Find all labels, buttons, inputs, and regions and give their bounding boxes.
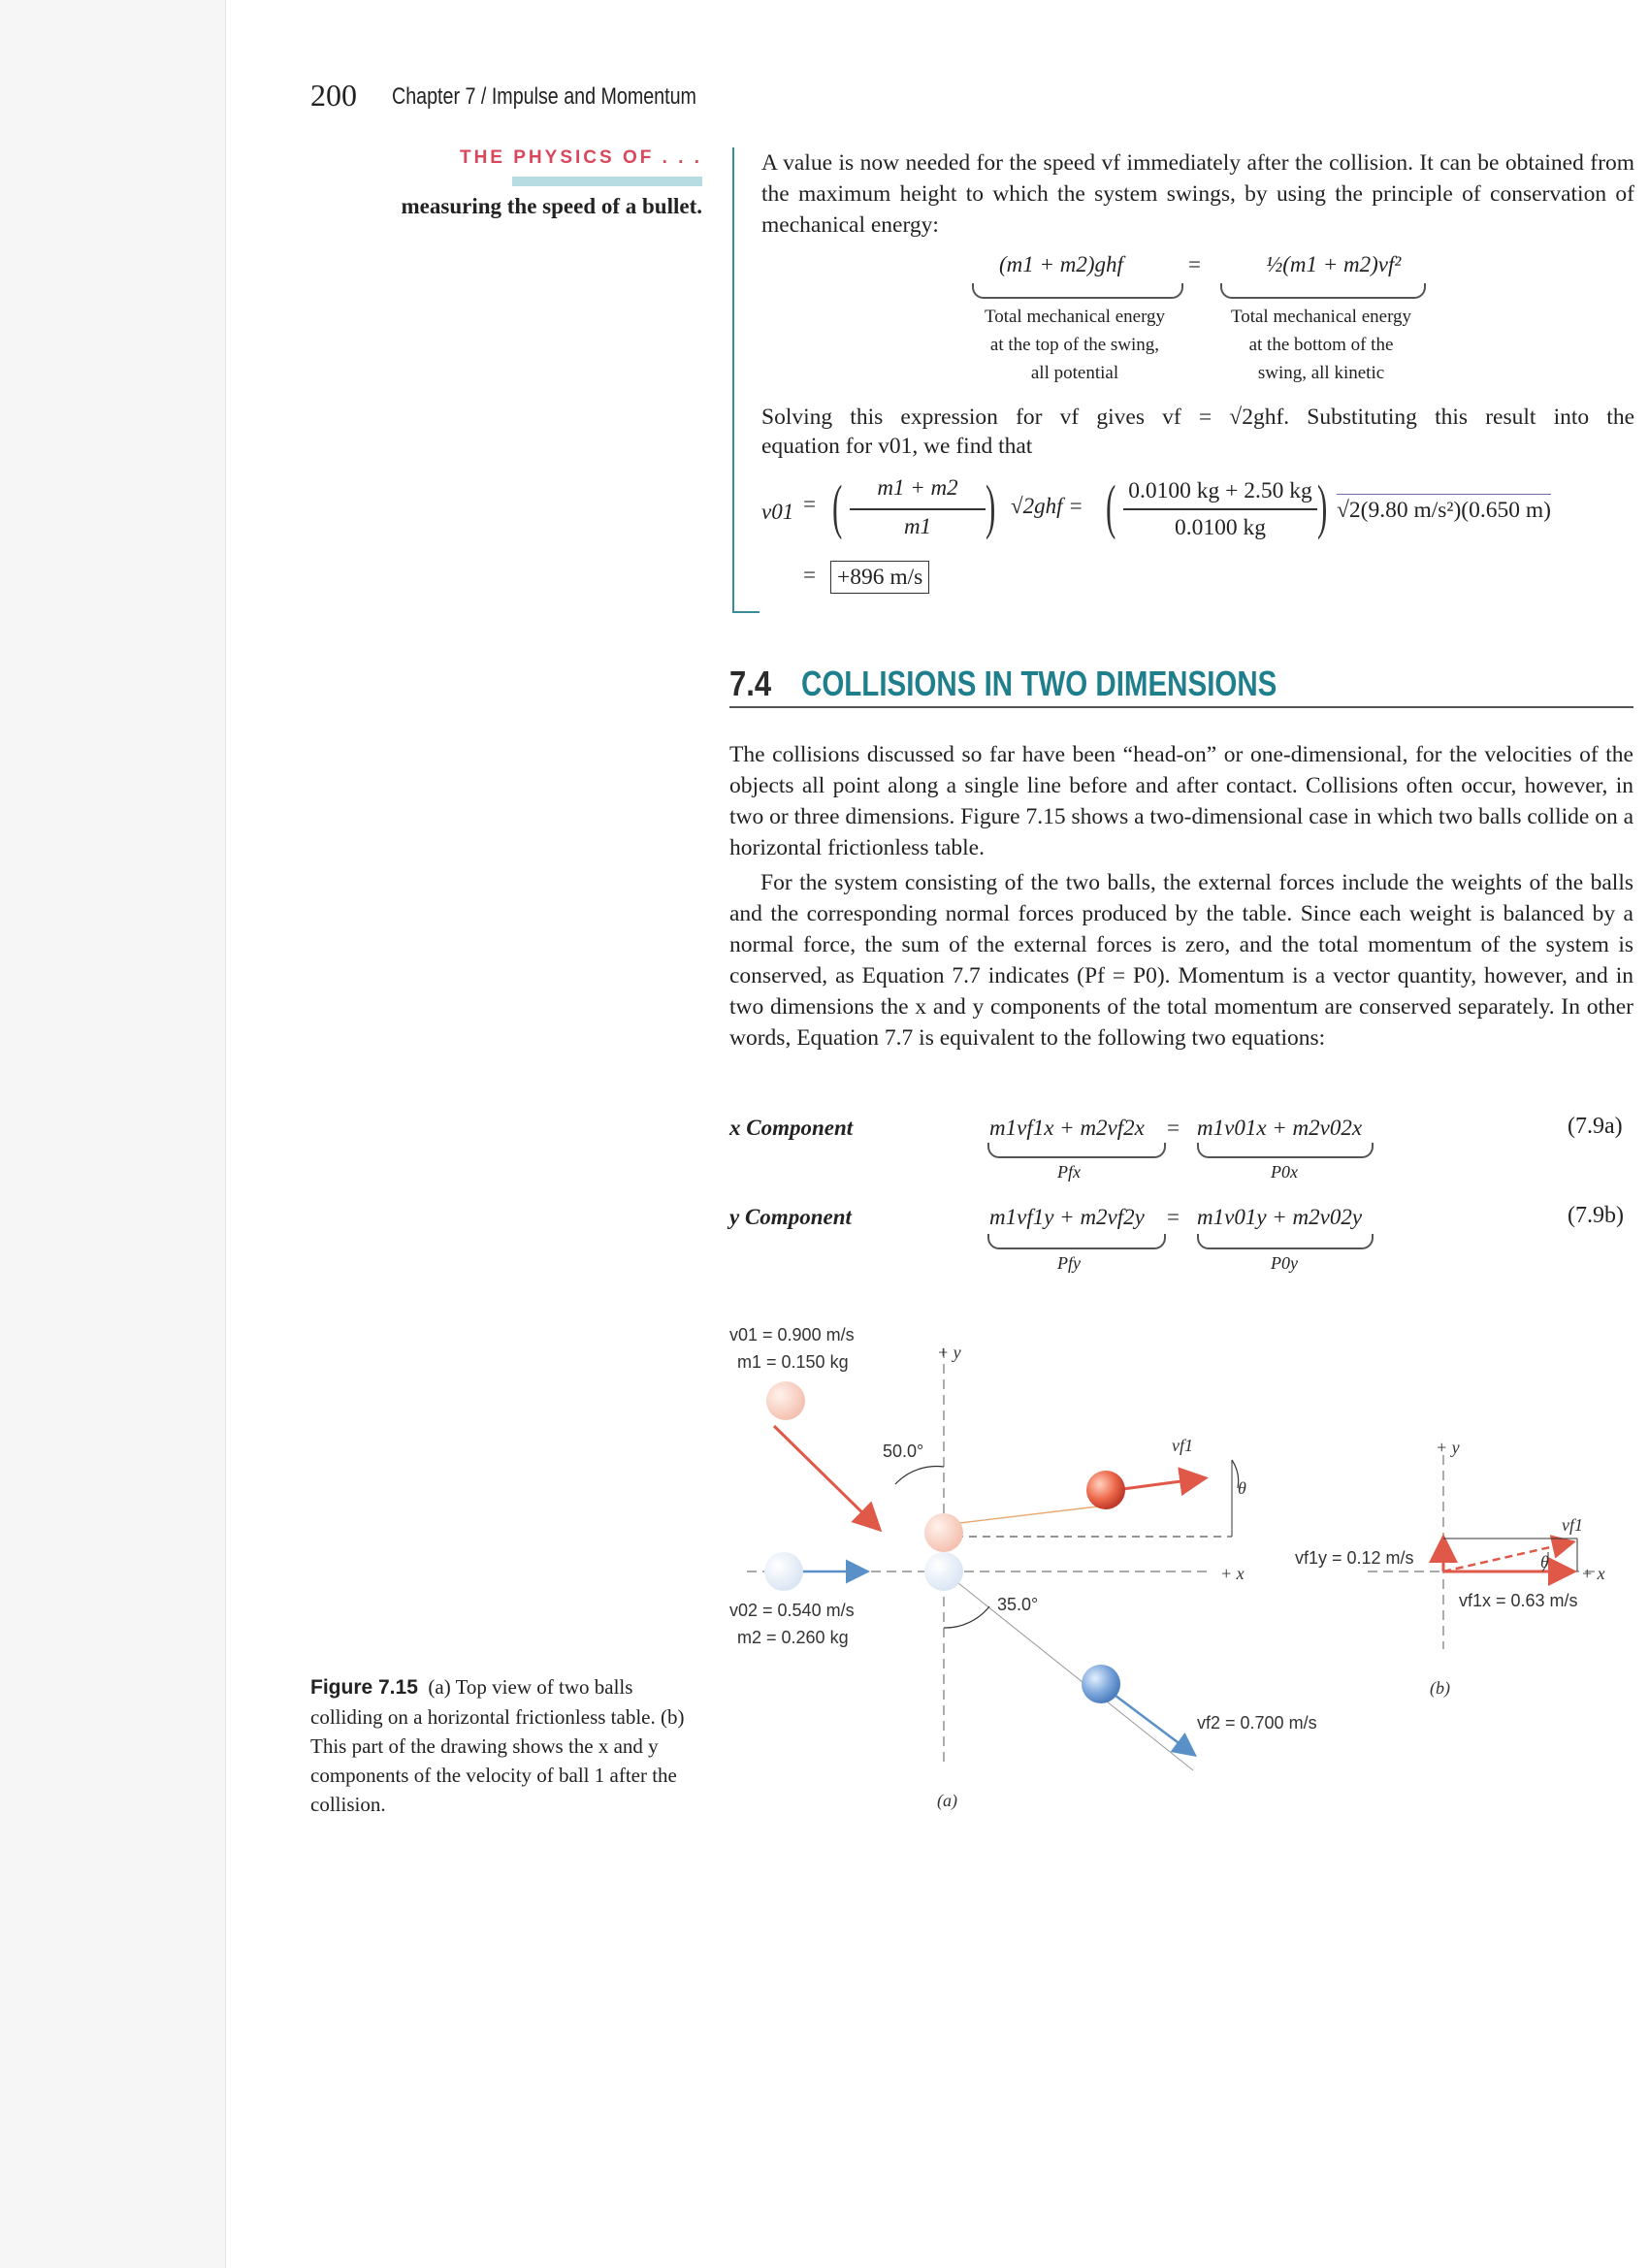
vf1x-label: vf1x = 0.63 m/s: [1459, 1591, 1578, 1610]
plus-x-label-a: + x: [1220, 1564, 1245, 1583]
v02-label: v02 = 0.540 m/s: [729, 1601, 855, 1620]
note-left-2: at the top of the swing,: [989, 335, 1160, 355]
answer-equals: =: [803, 563, 816, 587]
y-eq-equals: =: [1167, 1205, 1180, 1229]
x-eq-right: m1v01x + m2v02x: [1197, 1116, 1363, 1140]
plus-y-label-a: + y: [937, 1343, 961, 1362]
vf1-label-b: vf1: [1562, 1515, 1583, 1535]
note-right-2: at the bottom of the: [1248, 335, 1394, 355]
note-bottom-of-swing: [1209, 303, 1434, 387]
vf1-label: vf1: [1172, 1436, 1193, 1455]
sqrt-2ghf: √2ghf =: [1011, 494, 1083, 518]
energy-left: (m1 + m2)ghf: [999, 252, 1123, 276]
box-rule: [732, 147, 734, 613]
vf2-label: vf2 = 0.700 m/s: [1197, 1713, 1317, 1733]
physics-of-label: THE PHYSICS OF . . .: [459, 147, 702, 168]
sqrt-numeric: √2(9.80 m/s²)(0.650 m): [1337, 494, 1551, 526]
caption-text: (a) Top view of two balls colliding on a horizontal frictionless table. (b) This part of the drawing shows the x and y components of the velocity of ball 1 after the collision.: [310, 1675, 685, 1816]
x-eq-left: m1vf1x + m2vf2x: [989, 1116, 1145, 1140]
ball2-final: [1082, 1665, 1120, 1703]
x-brace-right: [1197, 1143, 1374, 1158]
intro-paragraph: A value is now needed for the speed vf immediately after the collision. It can be obtained from the maximum height to which the system swings, by using the principle of conservation of mechanical energy:: [761, 150, 1634, 238]
brace-left: [972, 283, 1183, 299]
section-number: 7.4: [729, 664, 772, 703]
x-note-left: Pfx: [1057, 1162, 1081, 1182]
y-component-label: y Component: [729, 1205, 852, 1229]
ball1-path-line: [944, 1506, 1106, 1525]
angle-35-label: 35.0°: [997, 1595, 1039, 1614]
solving-line-1: Solving this expression for vf gives vf = √2ghf. Substituting this result into the: [761, 405, 1634, 430]
part-a-label: (a): [937, 1791, 957, 1810]
m2-label: m2 = 0.260 kg: [737, 1628, 849, 1647]
eq-tag-7-9b: (7.9b): [1568, 1203, 1624, 1228]
ball1-final: [1086, 1471, 1125, 1509]
v01-equals: =: [803, 492, 816, 516]
ball1-initial: [766, 1381, 805, 1420]
y-note-left: Pfy: [1057, 1253, 1081, 1273]
x-brace-left: [987, 1143, 1166, 1158]
paren-close-2: ): [1317, 474, 1328, 540]
x-component-label: x Component: [729, 1116, 854, 1140]
energy-right: ½(m1 + m2)vf²: [1266, 252, 1402, 276]
figure-caption: [310, 1672, 698, 1819]
vf2-arrow: [1116, 1696, 1193, 1754]
angle-50-label: 50.0°: [883, 1442, 924, 1461]
vf1-arrow-b: [1443, 1542, 1571, 1571]
frac-bar-1: [850, 508, 986, 510]
note-right-1: Total mechanical energy: [1230, 307, 1412, 327]
vf1-arrow: [1116, 1478, 1203, 1490]
paren-open-1: (: [832, 474, 843, 540]
physics-of-subtitle: measuring the speed of a bullet.: [401, 194, 702, 218]
angle-arc-35: [944, 1606, 989, 1628]
plus-y-label-b: + y: [1436, 1438, 1460, 1457]
ball2-path-line: [944, 1571, 1193, 1770]
x-eq-equals: =: [1167, 1116, 1180, 1140]
eq-tag-7-9a: (7.9a): [1568, 1114, 1623, 1139]
y-note-right: P0y: [1271, 1253, 1298, 1273]
plus-x-label-b: + x: [1581, 1564, 1605, 1583]
note-left-1: Total mechanical energy: [984, 307, 1166, 327]
caption-lead: Figure 7.15: [310, 1676, 418, 1699]
body-paragraph-2: For the system consisting of the two balls, the external forces include the weights of the balls and the corresponding normal forces produced by the table. Since each weight is balanced by a normal force, the sum of the external forces is zero, and the total momentum of the system is conserved, as Equation 7.7 indicates (Pf = P0). Momentum is a vector quantity, however, and in two dimensions the x and y components of the total momentum are conserved separately. In other words, Equation 7.7 is equivalent to the following two equations:: [729, 870, 1633, 1051]
m1-label: m1 = 0.150 kg: [737, 1352, 849, 1372]
note-right-3: swing, all kinetic: [1257, 363, 1385, 383]
x-note-right: P0x: [1271, 1162, 1298, 1182]
y-eq-right: m1v01y + m2v02y: [1197, 1205, 1363, 1229]
chapter-title: Chapter 7 / Impulse and Momentum: [392, 83, 696, 110]
theta-label-a: θ: [1238, 1478, 1246, 1498]
v01-arrow: [774, 1426, 878, 1528]
page-number: 200: [310, 78, 357, 113]
paren-close-1: ): [986, 474, 996, 540]
numeric-denominator: 0.0100 kg: [1175, 515, 1266, 540]
page-spine-shadow: [0, 0, 226, 2268]
brace-right: [1220, 283, 1426, 299]
section-rule: [729, 706, 1633, 708]
figure-7-15: [708, 1310, 1649, 1824]
v01-symbol: v01: [761, 500, 794, 524]
box-rule-foot: [732, 611, 760, 613]
solving-line-2: equation for v01, we find that: [761, 434, 1033, 459]
body-paragraph-1: The collisions discussed so far have been “head-on” or one-dimensional, for the velocities of the objects all point along a single line before and after contact. Collisions often occur, however, in two or three dimensions. Figure 7.15 shows a two-dimensional case in which two balls collide on a horizontal frictionless table.: [729, 742, 1634, 860]
energy-equals: =: [1188, 252, 1201, 276]
note-left-3: all potential: [1030, 363, 1119, 383]
ball1-contact: [924, 1513, 963, 1552]
frac-numerator: m1 + m2: [877, 475, 958, 500]
v01-label: v01 = 0.900 m/s: [729, 1325, 855, 1345]
ball2-contact: [924, 1552, 963, 1591]
y-brace-left: [987, 1234, 1166, 1249]
y-brace-right: [1197, 1234, 1374, 1249]
y-eq-left: m1vf1y + m2vf2y: [989, 1205, 1145, 1229]
angle-arc-50: [895, 1467, 944, 1484]
ball2-initial: [764, 1552, 803, 1591]
physics-of-bar: [512, 177, 702, 186]
numeric-numerator: 0.0100 kg + 2.50 kg: [1128, 478, 1312, 503]
answer-box: +896 m/s: [830, 561, 929, 594]
section-title: COLLISIONS IN TWO DIMENSIONS: [801, 664, 1277, 703]
paren-open-2: (: [1106, 474, 1116, 540]
frac-denominator: m1: [903, 514, 932, 538]
note-top-of-swing: [960, 303, 1189, 387]
frac-bar-2: [1123, 508, 1317, 510]
theta-label-b: θ: [1540, 1552, 1549, 1571]
part-b-label: (b): [1430, 1678, 1450, 1698]
vf1y-label: vf1y = 0.12 m/s: [1295, 1548, 1414, 1568]
